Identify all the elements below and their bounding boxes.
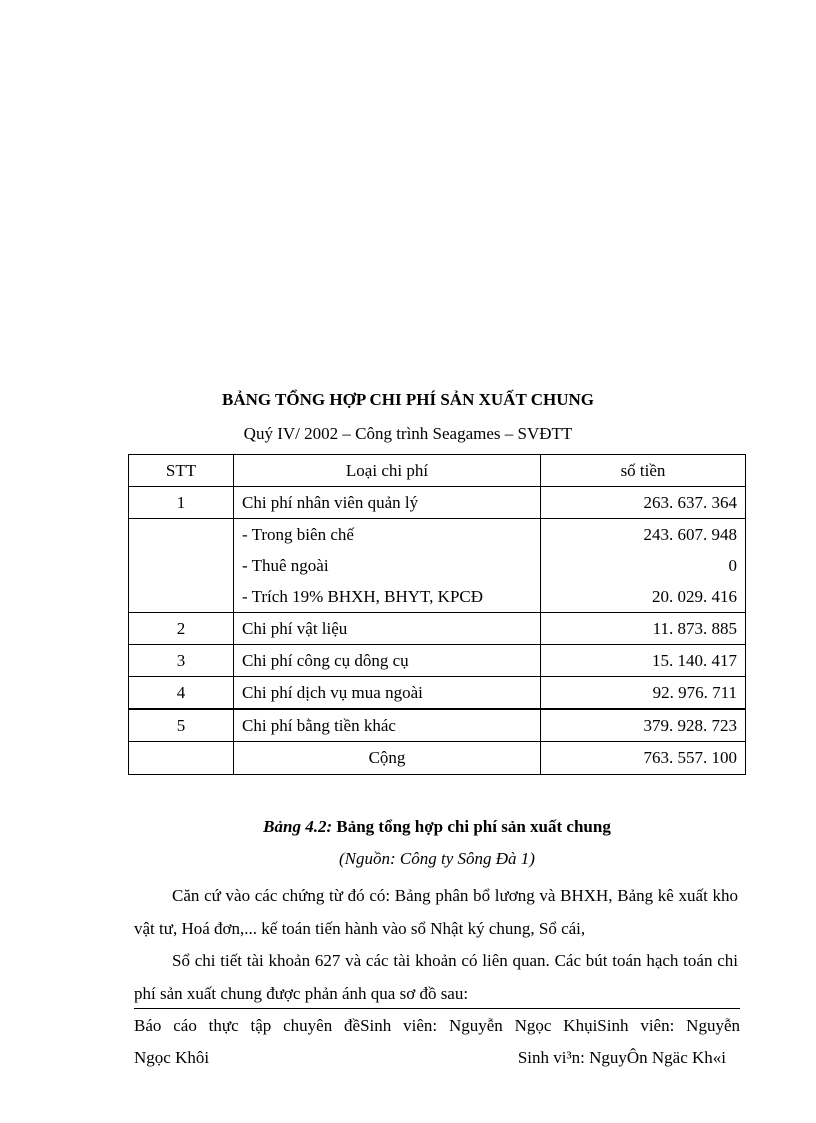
cost-summary-table xyxy=(128,454,746,775)
table-title: BẢNG TỔNG HỢP CHI PHÍ SẢN XUẤT CHUNG xyxy=(222,390,594,409)
paragraph: Căn cứ vào các chứng từ đó có: Bảng phân bổ lương và BHXH, Bảng kê xuất kho vật tư, Hoá đơn,... kế toán tiến hành vào sổ Nhật ký chung, Sổ cái, xyxy=(134,886,738,938)
row-stt: 2 xyxy=(129,613,234,645)
footer-line-1: Báo cáo thực tập chuyên đềSinh viên: Nguyễn Ngọc KhụiSinh viên: Nguyễn xyxy=(134,1016,740,1035)
row-amount: 243. 607. 948 xyxy=(541,519,746,551)
body-text xyxy=(134,880,738,1010)
table-row xyxy=(129,645,746,677)
row-cost-type: Chi phí bằng tiền khác xyxy=(234,709,541,742)
row-cost-type: - Trích 19% BHXH, BHYT, KPCĐ xyxy=(234,581,541,613)
caption-text: Bảng tổng hợp chi phí sản xuất chung xyxy=(332,817,611,836)
total-stt-empty xyxy=(129,742,234,775)
table-total-row xyxy=(129,742,746,775)
row-cost-type: - Trong biên chế xyxy=(234,519,541,551)
table-row xyxy=(129,677,746,710)
table-row xyxy=(129,581,746,613)
page-footer xyxy=(134,1010,740,1074)
footer-line-2 xyxy=(134,1042,740,1074)
footer-author: Ngọc Khôi xyxy=(134,1048,210,1067)
row-cost-type: Chi phí vật liệu xyxy=(234,613,541,645)
row-amount: 11. 873. 885 xyxy=(541,613,746,645)
paragraph: Sổ chi tiết tài khoản 627 và các tài khoản có liên quan. Các bút toán hạch toán chi phí sản xuất chung được phản ánh qua sơ đồ sau: xyxy=(134,951,738,1003)
row-stt xyxy=(129,550,234,581)
total-amount: 763. 557. 100 xyxy=(541,742,746,775)
table-row xyxy=(129,550,746,581)
row-stt: 5 xyxy=(129,709,234,742)
table-subtitle: Quý IV/ 2002 – Công trình Seagames – SVĐTT xyxy=(243,424,573,443)
caption-label: Bảng 4.2: xyxy=(263,817,333,836)
row-stt: 3 xyxy=(129,645,234,677)
row-stt xyxy=(129,519,234,551)
table-source: (Nguồn: Công ty Sông Đà 1) xyxy=(339,849,535,868)
row-stt: 4 xyxy=(129,677,234,710)
row-cost-type: Chi phí dịch vụ mua ngoài xyxy=(234,677,541,710)
row-stt: 1 xyxy=(129,487,234,519)
table-row xyxy=(129,613,746,645)
table-header-row xyxy=(129,455,746,487)
table-row xyxy=(129,709,746,742)
footer-divider xyxy=(134,1008,740,1009)
table-row xyxy=(129,519,746,551)
total-label: Cộng xyxy=(234,742,541,775)
row-amount: 263. 637. 364 xyxy=(541,487,746,519)
row-stt xyxy=(129,581,234,613)
row-amount: 15. 140. 417 xyxy=(541,645,746,677)
header-amount: số tiền xyxy=(541,455,746,487)
table-caption xyxy=(0,817,816,837)
table-row xyxy=(129,487,746,519)
row-cost-type: - Thuê ngoài xyxy=(234,550,541,581)
row-cost-type: Chi phí nhân viên quản lý xyxy=(234,487,541,519)
row-amount: 92. 976. 711 xyxy=(541,677,746,710)
header-stt: STT xyxy=(129,455,234,487)
row-amount: 0 xyxy=(541,550,746,581)
footer-student: Sinh vi³n: NguyÔn Ngäc Kh«i xyxy=(517,1048,726,1067)
row-cost-type: Chi phí công cụ dông cụ xyxy=(234,645,541,677)
row-amount: 379. 928. 723 xyxy=(541,709,746,742)
header-cost-type: Loại chi phí xyxy=(234,455,541,487)
row-amount: 20. 029. 416 xyxy=(541,581,746,613)
